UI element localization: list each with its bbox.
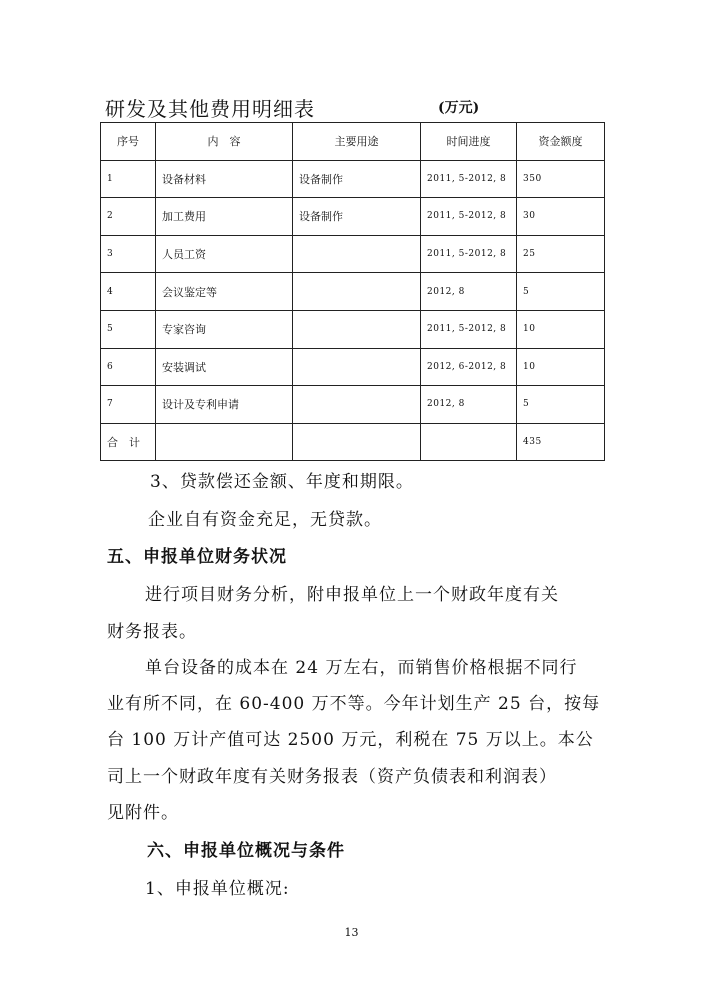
row-schedule: 2011, 5-2012, 8 bbox=[421, 310, 517, 348]
section5-paragraph1-line1: 进行项目财务分析，附申报单位上一个财政年度有关 bbox=[145, 585, 559, 605]
total-label: 合 计 bbox=[101, 423, 156, 461]
row-purpose bbox=[293, 310, 421, 348]
row-purpose bbox=[293, 235, 421, 273]
row-amount: 25 bbox=[517, 235, 605, 273]
row-content: 会议鉴定等 bbox=[156, 273, 293, 311]
section6-item1: 1、申报单位概况: bbox=[145, 879, 290, 899]
row-purpose bbox=[293, 386, 421, 424]
row-amount: 30 bbox=[517, 198, 605, 236]
row-content: 人员工资 bbox=[156, 235, 293, 273]
row-amount: 10 bbox=[517, 310, 605, 348]
row-index: 1 bbox=[101, 160, 156, 198]
row-index: 4 bbox=[101, 273, 156, 311]
row-amount: 350 bbox=[517, 160, 605, 198]
table-unit: (万元) bbox=[438, 100, 480, 116]
row-index: 2 bbox=[101, 198, 156, 236]
section5-paragraph2-line5: 见附件。 bbox=[107, 803, 179, 823]
row-index: 3 bbox=[101, 235, 156, 273]
row-amount: 5 bbox=[517, 386, 605, 424]
section5-paragraph1-line2: 财务报表。 bbox=[107, 622, 197, 642]
table-total-row bbox=[101, 423, 605, 461]
row-content: 设备材料 bbox=[156, 160, 293, 198]
header-content: 内 容 bbox=[156, 123, 293, 161]
total-content bbox=[156, 423, 293, 461]
section5-paragraph2-line1: 单台设备的成本在 24 万左右，而销售价格根据不同行 bbox=[145, 658, 578, 678]
row-purpose bbox=[293, 348, 421, 386]
table-row bbox=[101, 273, 605, 311]
header-amount: 资金额度 bbox=[517, 123, 605, 161]
item3-heading: 3、贷款偿还金额、年度和期限。 bbox=[150, 472, 414, 492]
row-schedule: 2011, 5-2012, 8 bbox=[421, 198, 517, 236]
table-row bbox=[101, 235, 605, 273]
table-row bbox=[101, 198, 605, 236]
table-row bbox=[101, 310, 605, 348]
total-schedule bbox=[421, 423, 517, 461]
row-content: 专家咨询 bbox=[156, 310, 293, 348]
section5-paragraph2-line3: 台 100 万计产值可达 2500 万元，利税在 75 万以上。本公 bbox=[107, 730, 594, 750]
row-purpose: 设备制作 bbox=[293, 198, 421, 236]
page-number: 13 bbox=[344, 926, 359, 939]
row-purpose bbox=[293, 273, 421, 311]
table-title: 研发及其他费用明细表 bbox=[105, 97, 315, 121]
table-row bbox=[101, 160, 605, 198]
section6-title: 六、申报单位概况与条件 bbox=[147, 841, 345, 861]
section5-paragraph2-line2: 业有所不同，在 60-400 万不等。今年计划生产 25 台，按每 bbox=[107, 694, 601, 714]
row-schedule: 2012, 6-2012, 8 bbox=[421, 348, 517, 386]
item3-body: 企业自有资金充足，无贷款。 bbox=[148, 510, 382, 530]
row-schedule: 2012, 8 bbox=[421, 273, 517, 311]
row-schedule: 2012, 8 bbox=[421, 386, 517, 424]
row-amount: 10 bbox=[517, 348, 605, 386]
expense-detail-table bbox=[100, 122, 605, 461]
row-amount: 5 bbox=[517, 273, 605, 311]
row-content: 安装调试 bbox=[156, 348, 293, 386]
total-purpose bbox=[293, 423, 421, 461]
row-content: 加工费用 bbox=[156, 198, 293, 236]
row-purpose: 设备制作 bbox=[293, 160, 421, 198]
row-schedule: 2011, 5-2012, 8 bbox=[421, 160, 517, 198]
header-schedule: 时间进度 bbox=[421, 123, 517, 161]
table-header-row bbox=[101, 123, 605, 161]
row-index: 6 bbox=[101, 348, 156, 386]
table-row bbox=[101, 386, 605, 424]
header-purpose: 主要用途 bbox=[293, 123, 421, 161]
table-row bbox=[101, 348, 605, 386]
section5-paragraph2-line4: 司上一个财政年度有关财务报表（资产负债表和利润表） bbox=[107, 767, 557, 787]
section5-title: 五、申报单位财务状况 bbox=[107, 547, 287, 567]
row-index: 5 bbox=[101, 310, 156, 348]
row-index: 7 bbox=[101, 386, 156, 424]
row-content: 设计及专利申请 bbox=[156, 386, 293, 424]
header-index: 序号 bbox=[101, 123, 156, 161]
total-amount: 435 bbox=[517, 423, 605, 461]
row-schedule: 2011, 5-2012, 8 bbox=[421, 235, 517, 273]
